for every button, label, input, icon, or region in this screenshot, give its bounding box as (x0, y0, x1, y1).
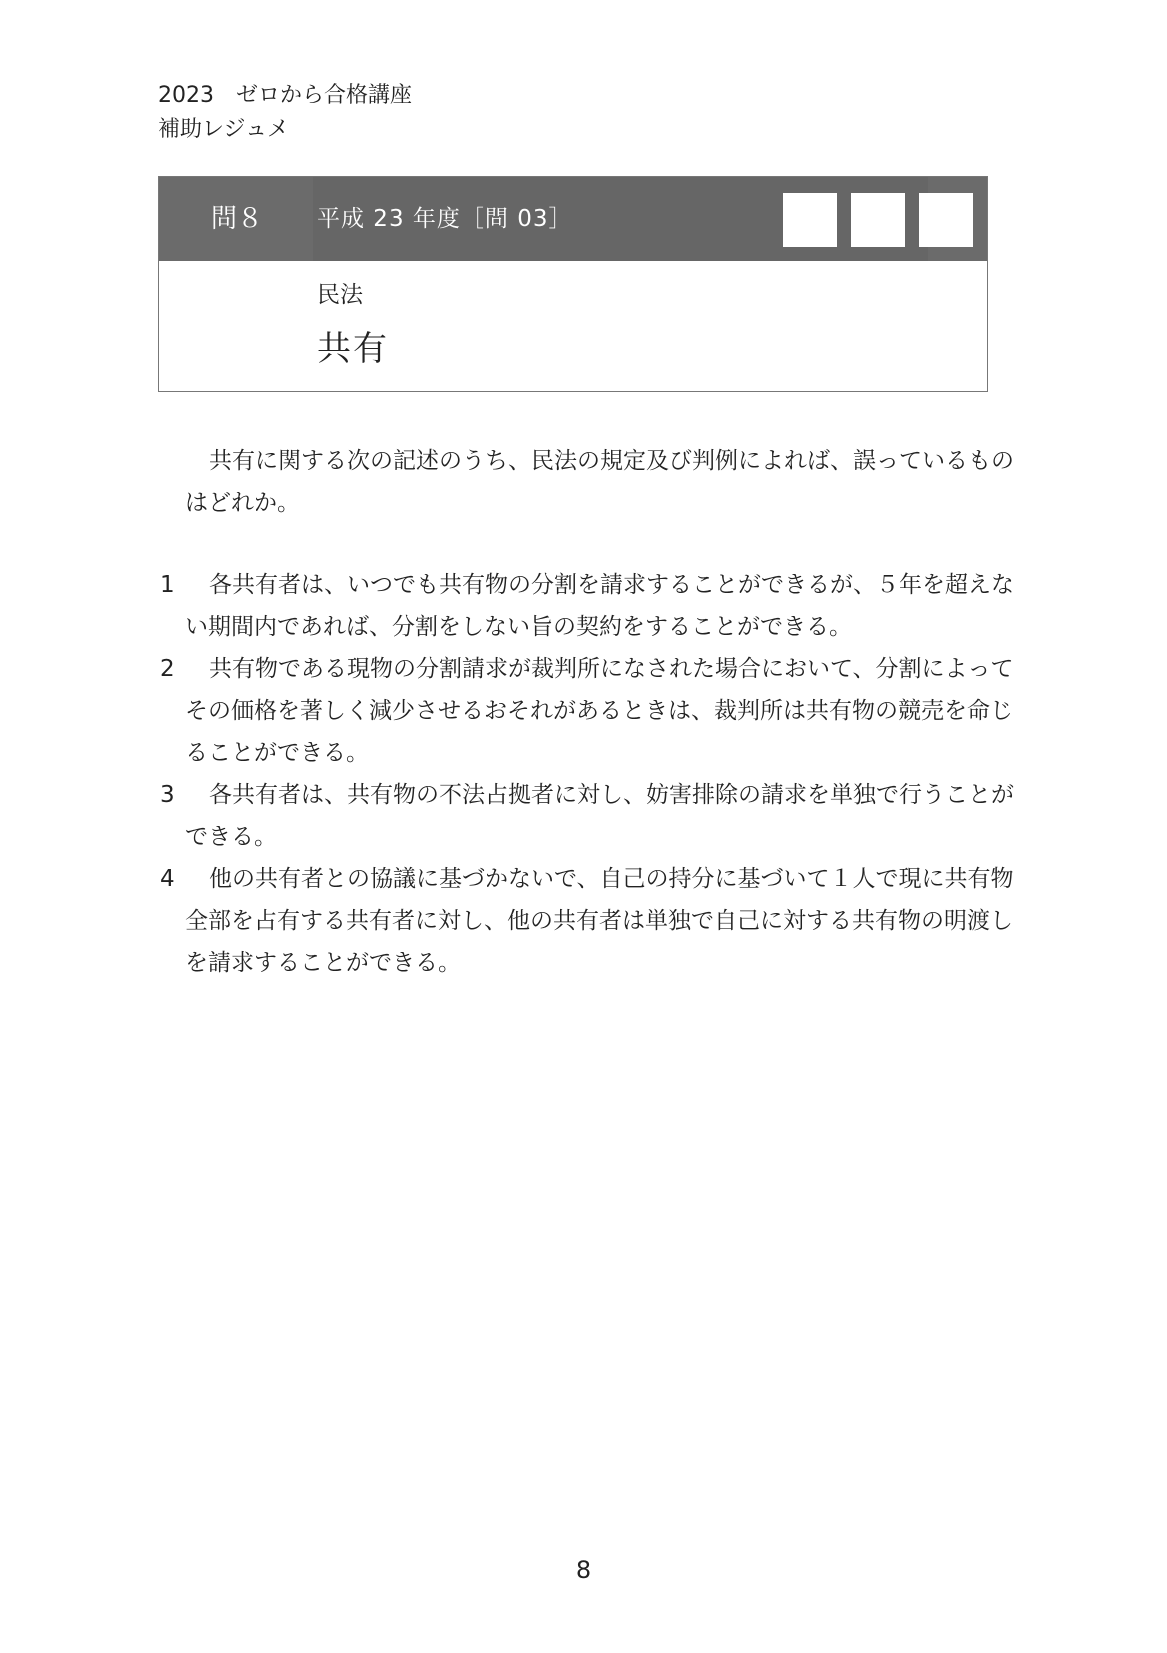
choice-text: 各共有者は、共有物の不法占拠者に対し、妨害排除の請求を単独で行うことができる。 (185, 782, 1014, 850)
page-number: 8 (575, 1556, 592, 1584)
choice-text: 共有物である現物の分割請求が裁判所になされた場合において、分割によってその価格を著しく減少させるおそれがあるときは、裁判所は共有物の競売を命じることができる。 (185, 656, 1014, 766)
choice-text: 他の共有者との協議に基づかないで、自己の持分に基づいて１人で現に共有物全部を占有する共有者に対し、他の共有者は単独で自己に対する共有物の明渡しを請求することができる。 (185, 866, 1014, 976)
course-title: 2023 ゼロから合格講座 (158, 83, 412, 108)
choice-item (160, 648, 1015, 774)
question-header-bar (159, 177, 987, 261)
choice-number: 4 (160, 866, 175, 892)
choice-item (160, 564, 1015, 648)
choice-list (160, 564, 1015, 984)
choice-item (160, 774, 1015, 858)
choice-text: 各共有者は、いつでも共有物の分割を請求することができるが、５年を超えない期間内であれば、分割をしない旨の契約をすることができる。 (185, 572, 1014, 640)
question-subject: 民法 (317, 282, 363, 308)
check-box-1[interactable] (783, 193, 837, 247)
question-topic: 共有 (317, 329, 389, 369)
choice-number: 3 (160, 782, 175, 808)
question-year: 平成 23 年度［問 03］ (317, 206, 573, 232)
choice-number: 2 (160, 656, 175, 682)
choice-number: 1 (160, 572, 175, 598)
question-stem (185, 440, 1015, 524)
check-box-2[interactable] (851, 193, 905, 247)
question-number: 問８ (211, 204, 264, 234)
choice-item (160, 858, 1015, 984)
question-header-box (158, 176, 988, 392)
question-stem-text: 共有に関する次の記述のうち、民法の規定及び判例によれば、誤っているものはどれか。 (185, 448, 1014, 516)
check-box-3[interactable] (919, 193, 973, 247)
course-subtitle: 補助レジュメ (158, 117, 290, 142)
